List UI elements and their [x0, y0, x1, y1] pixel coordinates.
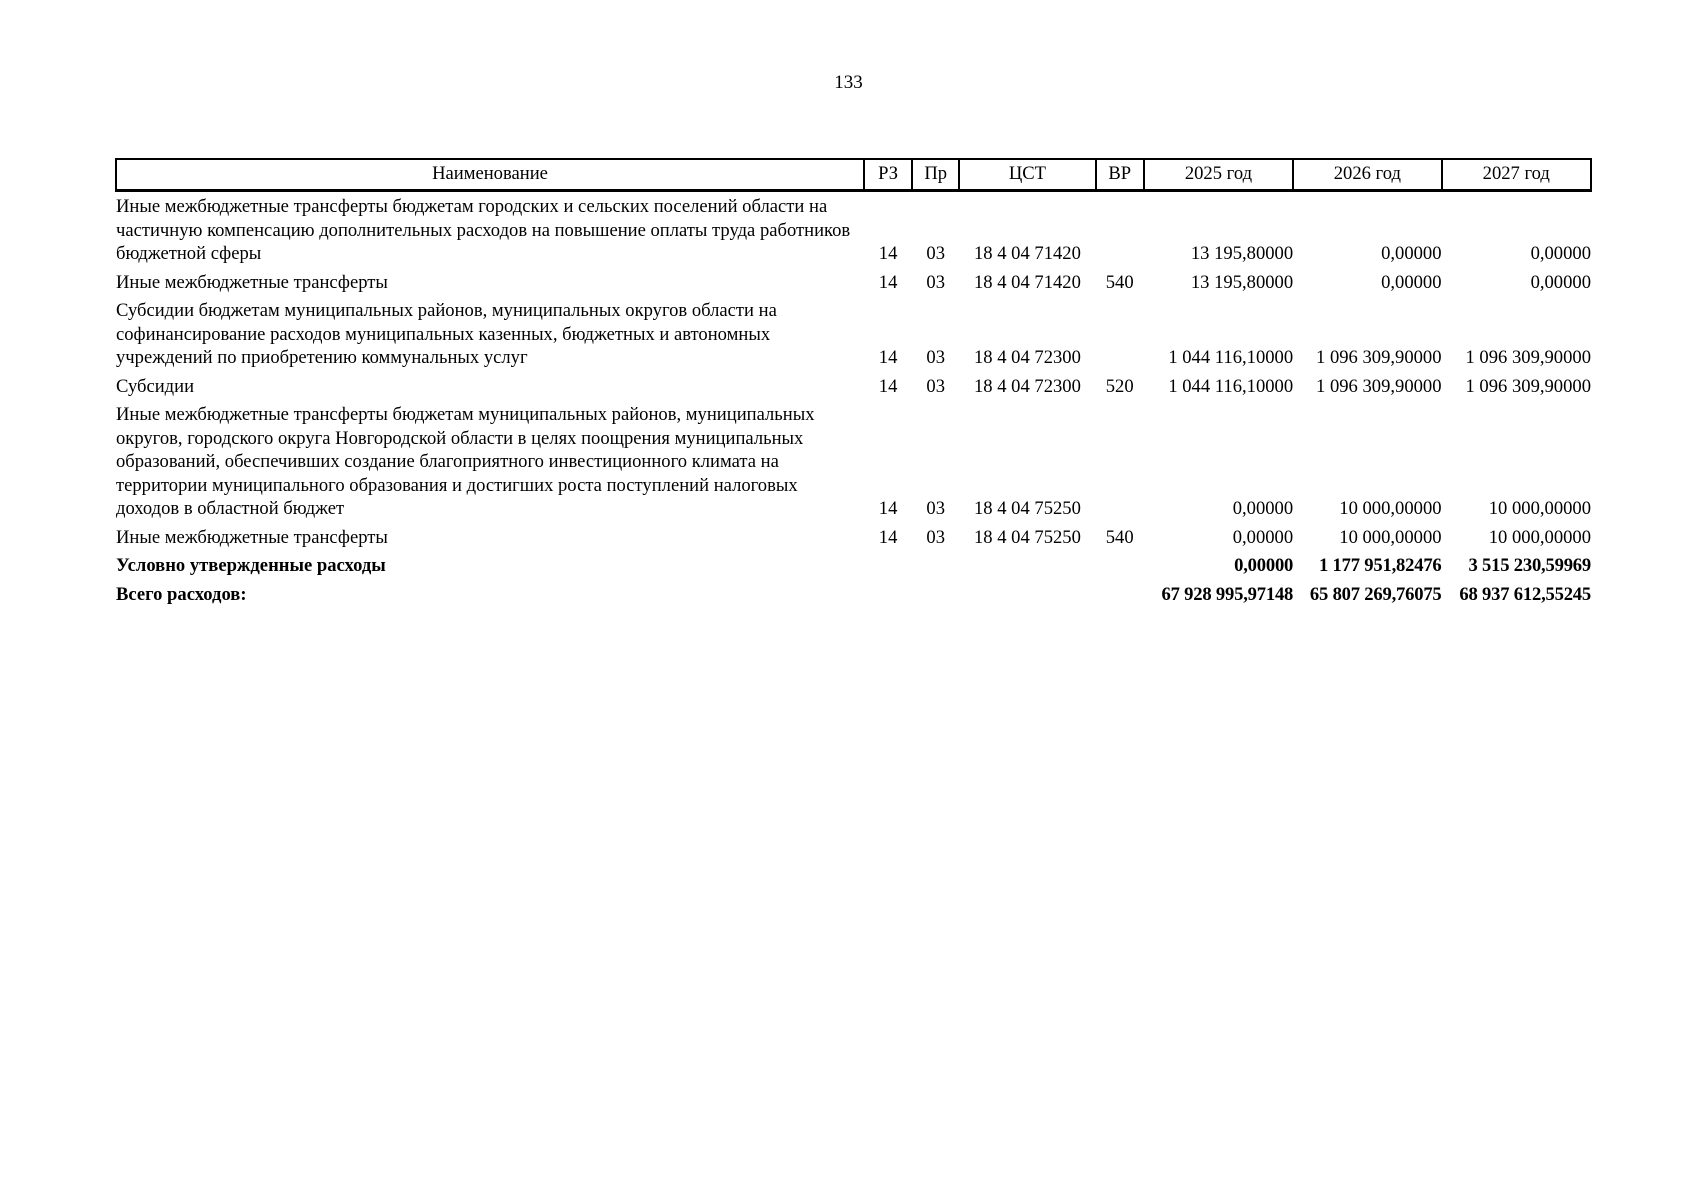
- row-cst: 18 4 04 75250: [973, 498, 1081, 519]
- conditional-2025: 0,00000: [1234, 555, 1294, 576]
- table-body: [116, 191, 1591, 609]
- row-rz: 14: [878, 498, 898, 519]
- conditional-2026: 1 177 951,82476: [1319, 555, 1442, 576]
- total-name: Всего расходов:: [116, 583, 247, 605]
- table-row: [116, 400, 1591, 523]
- row-2027: 0,00000: [1530, 271, 1591, 293]
- row-2027: 1 096 309,90000: [1465, 375, 1591, 397]
- row-cst: 18 4 04 72300: [973, 347, 1081, 368]
- row-2025: 13 195,80000: [1190, 243, 1294, 264]
- row-rz: 14: [878, 271, 898, 293]
- row-2026: 0,00000: [1381, 243, 1442, 264]
- row-pr: 03: [926, 271, 945, 293]
- row-rz: 14: [878, 375, 898, 397]
- page-number: 133: [834, 72, 863, 93]
- header-row: [116, 159, 1591, 191]
- header-2026: 2026 год: [1293, 159, 1441, 191]
- row-2025: 1 044 116,10000: [1168, 347, 1294, 368]
- row-vr: [1096, 191, 1144, 268]
- total-2026: 65 807 269,76075: [1309, 583, 1442, 605]
- row-pr: 03: [926, 498, 945, 519]
- row-rz: 14: [878, 526, 898, 548]
- row-pr: 03: [926, 526, 945, 548]
- header-cst: ЦСТ: [959, 159, 1095, 191]
- row-name: Иные межбюджетные трансферты бюджетам городских и сельских поселений области на частичную компенсацию дополнительных расходов на повышение оплаты труда работников бюджетной сферы: [116, 196, 851, 264]
- table-header: [116, 159, 1591, 191]
- row-cst: 18 4 04 72300: [973, 375, 1081, 397]
- row-2026: 1 096 309,90000: [1316, 347, 1442, 368]
- row-2026: 0,00000: [1381, 271, 1442, 293]
- table-row: [116, 523, 1591, 552]
- row-2027: 0,00000: [1530, 243, 1591, 264]
- conditional-expenses-name: Условно утвержденные расходы: [116, 555, 386, 576]
- row-vr: 520: [1105, 375, 1134, 397]
- row-vr: [1096, 400, 1144, 523]
- row-vr: [1096, 296, 1144, 372]
- row-2025: 0,00000: [1232, 526, 1294, 548]
- row-name: Субсидии бюджетам муниципальных районов, муниципальных округов области на софинансирование расходов муниципальных казенных, бюджетных и автономных учреждений по приобретению коммунальных услуг: [116, 300, 777, 368]
- table-row: [116, 268, 1591, 297]
- row-vr: 540: [1105, 526, 1134, 548]
- row-2027: 10 000,00000: [1488, 526, 1591, 548]
- row-name: Иные межбюджетные трансферты: [116, 526, 388, 548]
- header-vr: ВР: [1096, 159, 1144, 191]
- row-rz: 14: [878, 243, 898, 264]
- row-2027: 1 096 309,90000: [1465, 347, 1591, 368]
- row-rz: 14: [878, 347, 898, 368]
- row-vr: 540: [1105, 271, 1134, 293]
- row-2025: 1 044 116,10000: [1168, 375, 1294, 397]
- total-row: [116, 580, 1591, 609]
- row-2026: 1 096 309,90000: [1316, 375, 1442, 397]
- conditional-2027: 3 515 230,59969: [1468, 555, 1591, 576]
- row-2027: 10 000,00000: [1488, 498, 1591, 519]
- row-name: Субсидии: [116, 375, 195, 397]
- row-name: Иные межбюджетные трансферты бюджетам муниципальных районов, муниципальных округов, городского округа Новгородской области в целях поощрения муниципальных образований, обеспечивших создание благоприятного инвестиционного климата на территории муниципального образования и достигших роста поступлений налоговых доходов в областной бюджет: [116, 404, 815, 519]
- header-2025: 2025 год: [1144, 159, 1293, 191]
- row-2025: 13 195,80000: [1190, 271, 1294, 293]
- total-2027: 68 937 612,55245: [1459, 583, 1591, 605]
- header-name: Наименование: [116, 159, 864, 191]
- row-2025: 0,00000: [1232, 498, 1294, 519]
- row-pr: 03: [926, 347, 945, 368]
- header-2027: 2027 год: [1442, 159, 1591, 191]
- row-name: Иные межбюджетные трансферты: [116, 271, 388, 293]
- budget-table: [115, 158, 1592, 608]
- total-2025: 67 928 995,97148: [1161, 583, 1294, 605]
- row-2026: 10 000,00000: [1339, 498, 1442, 519]
- row-pr: 03: [926, 375, 945, 397]
- row-pr: 03: [926, 243, 945, 264]
- row-cst: 18 4 04 71420: [973, 271, 1081, 293]
- header-rz: РЗ: [864, 159, 912, 191]
- row-2026: 10 000,00000: [1339, 526, 1442, 548]
- conditional-expenses-row: [116, 551, 1591, 580]
- table-row: [116, 191, 1591, 268]
- header-pr: Пр: [912, 159, 959, 191]
- row-cst: 18 4 04 75250: [973, 526, 1081, 548]
- table-row: [116, 372, 1591, 401]
- table-row: [116, 296, 1591, 372]
- row-cst: 18 4 04 71420: [973, 243, 1081, 264]
